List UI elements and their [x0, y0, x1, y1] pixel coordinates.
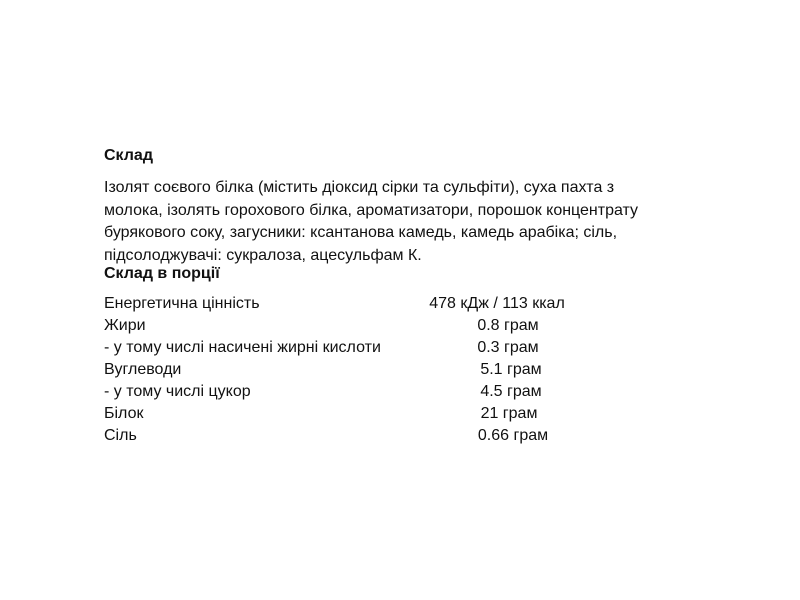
nutrient-name: Білок — [104, 405, 144, 422]
nutrient-name: - у тому числі насичені жирні кислоти — [104, 339, 381, 356]
nutrition-table — [104, 293, 704, 447]
nutrient-name: - у тому числі цукор — [104, 383, 251, 400]
ingredients-paragraph — [104, 177, 638, 267]
nutrition-row-protein — [104, 403, 704, 425]
ingredients-line: бурякового соку, загусники: ксантанова камедь, камедь арабіка; сіль, — [104, 224, 618, 241]
nutrient-name: Енергетична цінність — [104, 295, 260, 312]
nutrition-row-energy — [104, 293, 704, 315]
ingredients-line: підсолоджувачі: сукралоза, ацесульфам К. — [104, 246, 422, 264]
nutrition-row-sugar — [104, 381, 704, 403]
nutrient-value: 21 грам — [480, 405, 538, 422]
nutrition-row-salt — [104, 425, 704, 447]
composition-heading: Склад — [104, 147, 153, 164]
nutrient-value: 4.5 грам — [480, 383, 542, 400]
nutrition-row-fat — [104, 315, 704, 337]
nutrient-name: Вуглеводи — [104, 361, 182, 378]
nutrition-row-carbohydrates — [104, 359, 704, 381]
nutrient-value: 478 кДж / 113 ккал — [429, 295, 565, 312]
ingredients-line: молока, ізолять горохового білка, ароматизатори, порошок концентрату — [104, 201, 639, 219]
serving-heading: Склад в порції — [104, 265, 220, 282]
nutrition-row-saturated-fat — [104, 337, 704, 359]
nutrient-value: 0.8 грам — [477, 317, 539, 334]
ingredients-line: Ізолят соєвого білка (містить діоксид сірки та сульфіти), суха пахта з — [104, 179, 615, 196]
nutrient-value: 0.3 грам — [477, 339, 539, 356]
nutrient-value: 0.66 грам — [477, 427, 549, 444]
nutrient-name: Жири — [104, 317, 146, 334]
nutrient-name: Сіль — [104, 427, 137, 444]
nutrient-value: 5.1 грам — [480, 361, 542, 378]
